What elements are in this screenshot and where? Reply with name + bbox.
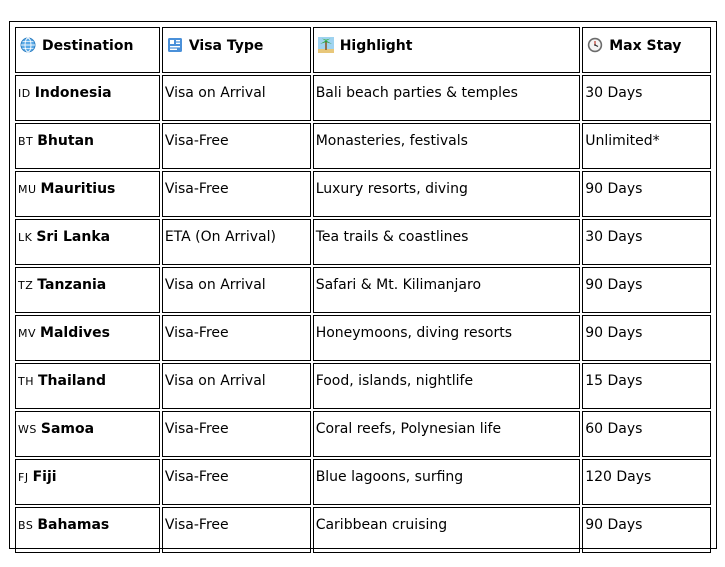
destination-cell [15,315,160,361]
visa-type-cell: Visa on Arrival [162,363,311,409]
header-highlight [313,27,581,73]
highlight-cell: Blue lagoons, surfing [313,459,581,505]
max-stay-cell: 60 Days [582,411,711,457]
country-name: Fiji [32,469,57,485]
destination-cell [15,363,160,409]
country-name: Bahamas [37,517,110,533]
country-code: ID [18,87,31,100]
visa-type-cell: Visa-Free [162,171,311,217]
header-destination-label: Destination [42,38,134,54]
visa-type-cell: Visa-Free [162,507,311,553]
visa-type-cell: Visa on Arrival [162,75,311,121]
max-stay-cell: 90 Days [582,171,711,217]
country-name: Tanzania [37,277,107,293]
table-row [15,507,711,553]
country-code: TH [18,375,34,388]
country-name: Indonesia [34,85,112,101]
destination-cell [15,75,160,121]
destination-cell [15,459,160,505]
country-name: Bhutan [37,133,94,149]
country-name: Mauritius [40,181,116,197]
table-row [15,411,711,457]
highlight-cell: Honeymoons, diving resorts [313,315,581,361]
highlight-cell: Luxury resorts, diving [313,171,581,217]
visa-type-cell: Visa-Free [162,459,311,505]
visa-destinations-table [9,21,717,549]
document-icon [167,37,183,53]
table-row [15,123,711,169]
header-visa-type [162,27,311,73]
country-code: MU [18,183,37,196]
country-code: MV [18,327,37,340]
destination-cell [15,219,160,265]
destination-cell [15,123,160,169]
table-row [15,267,711,313]
country-name: Thailand [38,373,106,389]
visa-type-cell: Visa-Free [162,315,311,361]
country-code: WS [18,423,37,436]
table-row [15,459,711,505]
max-stay-cell: 30 Days [582,219,711,265]
clock-icon [587,37,603,53]
max-stay-cell: 15 Days [582,363,711,409]
visa-type-cell: Visa-Free [162,411,311,457]
max-stay-cell: 120 Days [582,459,711,505]
table-row [15,315,711,361]
globe-icon [20,37,36,53]
header-destination [15,27,160,73]
country-code: TZ [18,279,34,292]
max-stay-cell: 90 Days [582,315,711,361]
max-stay-cell: 90 Days [582,267,711,313]
country-code: LK [18,231,33,244]
highlight-cell: Tea trails & coastlines [313,219,581,265]
table-row [15,171,711,217]
max-stay-cell: Unlimited* [582,123,711,169]
highlight-cell: Bali beach parties & temples [313,75,581,121]
table-row [15,363,711,409]
highlight-cell: Monasteries, festivals [313,123,581,169]
highlight-cell: Safari & Mt. Kilimanjaro [313,267,581,313]
header-visa-type-label: Visa Type [188,38,264,54]
header-highlight-label: Highlight [339,38,413,54]
country-code: BS [18,519,34,532]
header-max-stay [582,27,711,73]
destination-cell [15,507,160,553]
country-name: Sri Lanka [36,229,111,245]
table-row [15,219,711,265]
country-name: Maldives [40,325,110,341]
visa-type-cell: ETA (On Arrival) [162,219,311,265]
country-code: FJ [18,471,29,484]
table-row [15,75,711,121]
highlight-cell: Coral reefs, Polynesian life [313,411,581,457]
destination-cell [15,411,160,457]
palm-tree-icon [318,37,334,53]
header-max-stay-label: Max Stay [609,38,682,54]
destination-cell [15,171,160,217]
destination-cell [15,267,160,313]
table-header-row [15,27,711,73]
visa-type-cell: Visa-Free [162,123,311,169]
highlight-cell: Caribbean cruising [313,507,581,553]
visa-type-cell: Visa on Arrival [162,267,311,313]
table-grid [13,25,713,555]
max-stay-cell: 90 Days [582,507,711,553]
country-code: BT [18,135,34,148]
max-stay-cell: 30 Days [582,75,711,121]
country-name: Samoa [40,421,95,437]
highlight-cell: Food, islands, nightlife [313,363,581,409]
